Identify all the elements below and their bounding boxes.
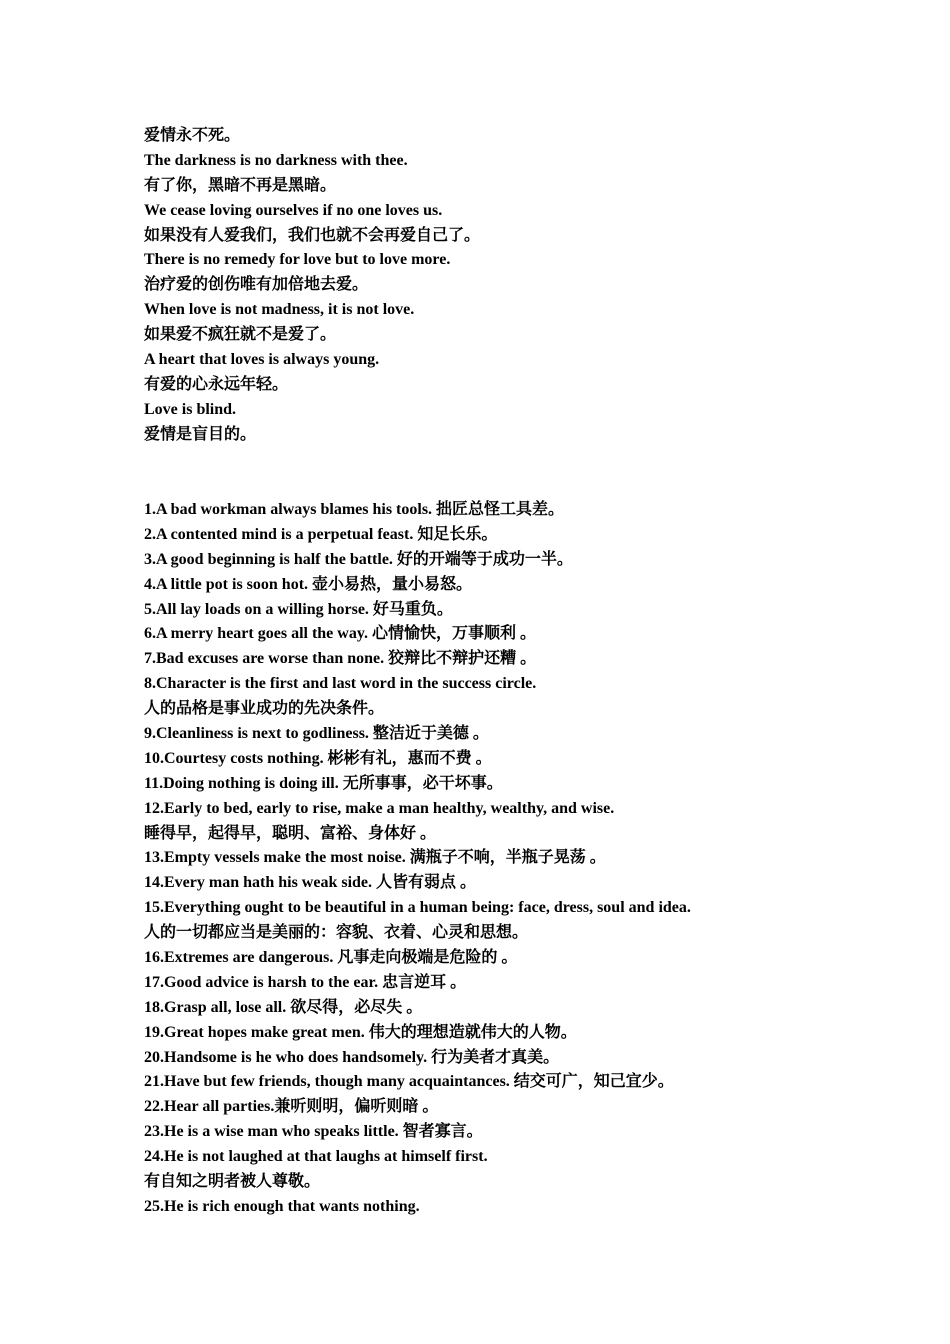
proverb-line: 19.Great hopes make great men. 伟大的理想造就伟大的人物。 bbox=[144, 1023, 577, 1041]
proverb-line: 18.Grasp all, lose all. 欲尽得，必尽失 。 bbox=[144, 998, 423, 1016]
quote-line: We cease loving ourselves if no one loves us. bbox=[144, 201, 443, 219]
quote-line: The darkness is no darkness with thee. bbox=[144, 151, 408, 169]
quote-line: 如果没有人爱我们，我们也就不会再爱自己了。 bbox=[144, 226, 481, 244]
proverb-line: 24.He is not laughed at that laughs at himself first. bbox=[144, 1148, 488, 1166]
proverb-line: 17.Good advice is harsh to the ear. 忠言逆耳 。 bbox=[144, 973, 467, 991]
proverb-line: 5.All lay loads on a willing horse. 好马重负。 bbox=[144, 600, 453, 618]
quote-line: When love is not madness, it is not love. bbox=[144, 301, 415, 319]
proverb-line: 有自知之明者被人尊敬。 bbox=[144, 1173, 321, 1191]
quote-line: 如果爱不疯狂就不是爱了。 bbox=[144, 326, 337, 344]
proverb-line: 3.A good beginning is half the battle. 好的开端等于成功一半。 bbox=[144, 550, 573, 568]
quote-line: 治疗爱的创伤唯有加倍地去爱。 bbox=[144, 276, 369, 294]
proverb-line: 21.Have but few friends, though many acquaintances. 结交可广，知己宜少。 bbox=[144, 1073, 674, 1091]
proverb-line: 7.Bad excuses are worse than none. 狡辩比不辩护还糟 。 bbox=[144, 650, 537, 668]
quote-line: There is no remedy for love but to love more. bbox=[144, 251, 451, 269]
proverb-line: 15.Everything ought to be beautiful in a human being: face, dress, soul and idea. bbox=[144, 899, 691, 917]
proverb-line: 睡得早，起得早，聪明、富裕、身体好 。 bbox=[144, 824, 437, 842]
proverb-line: 11.Doing nothing is doing ill. 无所事事，必干坏事。 bbox=[144, 774, 503, 792]
proverb-line: 1.A bad workman always blames his tools. 拙匠总怪工具差。 bbox=[144, 501, 565, 518]
proverb-line: 10.Courtesy costs nothing. 彬彬有礼，惠而不费 。 bbox=[144, 749, 492, 767]
proverb-line: 16.Extremes are dangerous. 凡事走向极端是危险的 。 bbox=[144, 949, 518, 967]
proverb-line: 8.Character is the first and last word in the success circle. bbox=[144, 675, 537, 693]
proverb-line: 2.A contented mind is a perpetual feast. 知足长乐。 bbox=[144, 525, 498, 543]
proverb-line: 25.He is rich enough that wants nothing. bbox=[144, 1197, 420, 1215]
quote-line: 有了你，黑暗不再是黑暗。 bbox=[144, 176, 337, 194]
quote-line: 爱情永不死。 bbox=[144, 127, 241, 144]
proverb-line: 12.Early to bed, early to rise, make a man healthy, wealthy, and wise. bbox=[144, 799, 615, 817]
quote-line: 有爱的心永远年轻。 bbox=[144, 375, 289, 393]
proverb-line: 14.Every man hath his weak side. 人皆有弱点 。 bbox=[144, 874, 477, 892]
proverb-line: 4.A little pot is soon hot. 壶小易热，量小易怒。 bbox=[144, 575, 473, 593]
proverbs-section bbox=[144, 498, 904, 1220]
proverb-line: 23.He is a wise man who speaks little. 智者寡言。 bbox=[144, 1123, 483, 1141]
proverb-line: 22.Hear all parties.兼听则明，偏听则暗 。 bbox=[144, 1098, 439, 1116]
quote-line: A heart that loves is always young. bbox=[144, 351, 380, 369]
quote-line: 爱情是盲目的。 bbox=[144, 425, 257, 443]
proverb-line: 人的品格是事业成功的先决条件。 bbox=[144, 700, 385, 718]
proverb-line: 13.Empty vessels make the most noise. 满瓶子不响，半瓶子晃荡 。 bbox=[144, 849, 606, 867]
proverb-line: 20.Handsome is he who does handsomely. 行为美者才真美。 bbox=[144, 1048, 560, 1066]
quote-line: Love is blind. bbox=[144, 400, 237, 418]
love-quotes-section bbox=[144, 124, 904, 448]
proverb-line: 9.Cleanliness is next to godliness. 整洁近于美德 。 bbox=[144, 725, 489, 743]
proverb-line: 6.A merry heart goes all the way. 心情愉快，万事顺利 。 bbox=[144, 625, 536, 643]
proverb-line: 人的一切都应当是美丽的：容貌、衣着、心灵和思想。 bbox=[144, 924, 529, 942]
